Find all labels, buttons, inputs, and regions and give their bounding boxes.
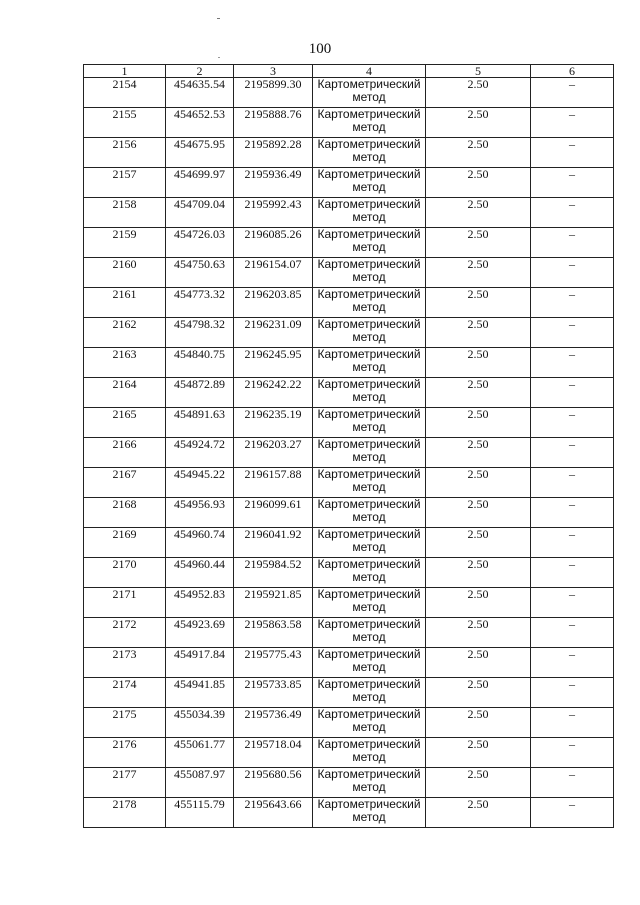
accuracy-cell: 2.50	[426, 588, 531, 618]
table-row	[84, 378, 614, 408]
description-cell: –	[531, 618, 614, 648]
point-number-cell: 2172	[84, 618, 166, 648]
accuracy-cell: 2.50	[426, 318, 531, 348]
accuracy-cell: 2.50	[426, 408, 531, 438]
y-coordinate-cell: 2195733.85	[234, 678, 313, 708]
column-header: 5	[426, 65, 531, 78]
point-number-cell: 2168	[84, 498, 166, 528]
point-number-cell: 2174	[84, 678, 166, 708]
accuracy-cell: 2.50	[426, 558, 531, 588]
y-coordinate-cell: 2196245.95	[234, 348, 313, 378]
description-cell: –	[531, 138, 614, 168]
y-coordinate-cell: 2195863.58	[234, 618, 313, 648]
table-row	[84, 168, 614, 198]
method-cell: Картометрический метод	[313, 468, 426, 498]
y-coordinate-cell: 2196157.88	[234, 468, 313, 498]
x-coordinate-cell: 454945.22	[166, 468, 234, 498]
accuracy-cell: 2.50	[426, 78, 531, 108]
description-cell: –	[531, 378, 614, 408]
table-row	[84, 768, 614, 798]
point-number-cell: 2156	[84, 138, 166, 168]
accuracy-cell: 2.50	[426, 288, 531, 318]
method-cell: Картометрический метод	[313, 558, 426, 588]
method-cell: Картометрический метод	[313, 258, 426, 288]
x-coordinate-cell: 454952.83	[166, 588, 234, 618]
table-row	[84, 348, 614, 378]
description-cell: –	[531, 588, 614, 618]
x-coordinate-cell: 454960.74	[166, 528, 234, 558]
method-cell: Картометрический метод	[313, 618, 426, 648]
description-cell: –	[531, 768, 614, 798]
point-number-cell: 2160	[84, 258, 166, 288]
point-number-cell: 2164	[84, 378, 166, 408]
point-number-cell: 2175	[84, 708, 166, 738]
accuracy-cell: 2.50	[426, 378, 531, 408]
x-coordinate-cell: 454956.93	[166, 498, 234, 528]
table-row	[84, 138, 614, 168]
method-cell: Картометрический метод	[313, 498, 426, 528]
method-cell: Картометрический метод	[313, 408, 426, 438]
method-cell: Картометрический метод	[313, 438, 426, 468]
y-coordinate-cell: 2195736.49	[234, 708, 313, 738]
point-number-cell: 2166	[84, 438, 166, 468]
description-cell: –	[531, 318, 614, 348]
description-cell: –	[531, 198, 614, 228]
x-coordinate-cell: 455087.97	[166, 768, 234, 798]
method-cell: Картометрический метод	[313, 348, 426, 378]
table-row	[84, 438, 614, 468]
column-header: 3	[234, 65, 313, 78]
table-row	[84, 318, 614, 348]
method-cell: Картометрический метод	[313, 198, 426, 228]
accuracy-cell: 2.50	[426, 258, 531, 288]
method-cell: Картометрический метод	[313, 138, 426, 168]
description-cell: –	[531, 288, 614, 318]
scan-mark	[217, 18, 220, 19]
x-coordinate-cell: 455115.79	[166, 798, 234, 828]
accuracy-cell: 2.50	[426, 228, 531, 258]
table-row	[84, 528, 614, 558]
table-row	[84, 408, 614, 438]
header-row	[84, 65, 614, 78]
y-coordinate-cell: 2196242.22	[234, 378, 313, 408]
x-coordinate-cell: 454635.54	[166, 78, 234, 108]
point-number-cell: 2158	[84, 198, 166, 228]
method-cell: Картометрический метод	[313, 108, 426, 138]
accuracy-cell: 2.50	[426, 708, 531, 738]
x-coordinate-cell: 454709.04	[166, 198, 234, 228]
point-number-cell: 2154	[84, 78, 166, 108]
method-cell: Картометрический метод	[313, 648, 426, 678]
accuracy-cell: 2.50	[426, 138, 531, 168]
point-number-cell: 2170	[84, 558, 166, 588]
description-cell: –	[531, 108, 614, 138]
accuracy-cell: 2.50	[426, 468, 531, 498]
x-coordinate-cell: 455061.77	[166, 738, 234, 768]
column-header: 4	[313, 65, 426, 78]
method-cell: Картометрический метод	[313, 678, 426, 708]
y-coordinate-cell: 2195899.30	[234, 78, 313, 108]
y-coordinate-cell: 2196203.85	[234, 288, 313, 318]
accuracy-cell: 2.50	[426, 528, 531, 558]
x-coordinate-cell: 454891.63	[166, 408, 234, 438]
x-coordinate-cell: 454923.69	[166, 618, 234, 648]
x-coordinate-cell: 454699.97	[166, 168, 234, 198]
point-number-cell: 2162	[84, 318, 166, 348]
description-cell: –	[531, 498, 614, 528]
method-cell: Картометрический метод	[313, 318, 426, 348]
y-coordinate-cell: 2195643.66	[234, 798, 313, 828]
description-cell: –	[531, 258, 614, 288]
accuracy-cell: 2.50	[426, 738, 531, 768]
point-number-cell: 2169	[84, 528, 166, 558]
description-cell: –	[531, 408, 614, 438]
y-coordinate-cell: 2196099.61	[234, 498, 313, 528]
table-row	[84, 198, 614, 228]
accuracy-cell: 2.50	[426, 438, 531, 468]
description-cell: –	[531, 468, 614, 498]
column-header: 6	[531, 65, 614, 78]
y-coordinate-cell: 2195888.76	[234, 108, 313, 138]
method-cell: Картометрический метод	[313, 378, 426, 408]
description-cell: –	[531, 78, 614, 108]
column-header: 1	[84, 65, 166, 78]
y-coordinate-cell: 2195992.43	[234, 198, 313, 228]
y-coordinate-cell: 2196231.09	[234, 318, 313, 348]
table-row	[84, 648, 614, 678]
accuracy-cell: 2.50	[426, 498, 531, 528]
y-coordinate-cell: 2196154.07	[234, 258, 313, 288]
method-cell: Картометрический метод	[313, 708, 426, 738]
table-row	[84, 228, 614, 258]
y-coordinate-cell: 2195680.56	[234, 768, 313, 798]
point-number-cell: 2157	[84, 168, 166, 198]
description-cell: –	[531, 678, 614, 708]
accuracy-cell: 2.50	[426, 678, 531, 708]
x-coordinate-cell: 454750.63	[166, 258, 234, 288]
point-number-cell: 2173	[84, 648, 166, 678]
method-cell: Картометрический метод	[313, 228, 426, 258]
table-row	[84, 798, 614, 828]
accuracy-cell: 2.50	[426, 168, 531, 198]
y-coordinate-cell: 2195936.49	[234, 168, 313, 198]
x-coordinate-cell: 454872.89	[166, 378, 234, 408]
table-row	[84, 708, 614, 738]
point-number-cell: 2165	[84, 408, 166, 438]
x-coordinate-cell: 454840.75	[166, 348, 234, 378]
x-coordinate-cell: 454726.03	[166, 228, 234, 258]
method-cell: Картометрический метод	[313, 738, 426, 768]
description-cell: –	[531, 648, 614, 678]
point-number-cell: 2155	[84, 108, 166, 138]
y-coordinate-cell: 2195921.85	[234, 588, 313, 618]
point-number-cell: 2167	[84, 468, 166, 498]
point-number-cell: 2171	[84, 588, 166, 618]
accuracy-cell: 2.50	[426, 768, 531, 798]
method-cell: Картометрический метод	[313, 168, 426, 198]
table-row	[84, 108, 614, 138]
point-number-cell: 2163	[84, 348, 166, 378]
accuracy-cell: 2.50	[426, 618, 531, 648]
table-row	[84, 678, 614, 708]
x-coordinate-cell: 454917.84	[166, 648, 234, 678]
y-coordinate-cell: 2196041.92	[234, 528, 313, 558]
y-coordinate-cell: 2195775.43	[234, 648, 313, 678]
description-cell: –	[531, 348, 614, 378]
method-cell: Картометрический метод	[313, 528, 426, 558]
page-number: 100	[308, 41, 332, 57]
description-cell: –	[531, 528, 614, 558]
table-row	[84, 288, 614, 318]
y-coordinate-cell: 2196235.19	[234, 408, 313, 438]
accuracy-cell: 2.50	[426, 798, 531, 828]
point-number-cell: 2176	[84, 738, 166, 768]
x-coordinate-cell: 454924.72	[166, 438, 234, 468]
coordinates-table	[83, 64, 614, 828]
point-number-cell: 2161	[84, 288, 166, 318]
table-row	[84, 618, 614, 648]
accuracy-cell: 2.50	[426, 348, 531, 378]
x-coordinate-cell: 454960.44	[166, 558, 234, 588]
method-cell: Картометрический метод	[313, 588, 426, 618]
table-row	[84, 258, 614, 288]
description-cell: –	[531, 738, 614, 768]
table-row	[84, 468, 614, 498]
x-coordinate-cell: 454798.32	[166, 318, 234, 348]
method-cell: Картометрический метод	[313, 798, 426, 828]
method-cell: Картометрический метод	[313, 78, 426, 108]
column-header: 2	[166, 65, 234, 78]
point-number-cell: 2159	[84, 228, 166, 258]
method-cell: Картометрический метод	[313, 768, 426, 798]
description-cell: –	[531, 438, 614, 468]
table-row	[84, 498, 614, 528]
description-cell: –	[531, 708, 614, 738]
y-coordinate-cell: 2196203.27	[234, 438, 313, 468]
description-cell: –	[531, 798, 614, 828]
method-cell: Картометрический метод	[313, 288, 426, 318]
x-coordinate-cell: 454941.85	[166, 678, 234, 708]
point-number-cell: 2177	[84, 768, 166, 798]
y-coordinate-cell: 2196085.26	[234, 228, 313, 258]
description-cell: –	[531, 228, 614, 258]
description-cell: –	[531, 558, 614, 588]
y-coordinate-cell: 2195718.04	[234, 738, 313, 768]
point-number-cell: 2178	[84, 798, 166, 828]
x-coordinate-cell: 454675.95	[166, 138, 234, 168]
description-cell: –	[531, 168, 614, 198]
x-coordinate-cell: 454773.32	[166, 288, 234, 318]
table-row	[84, 78, 614, 108]
x-coordinate-cell: 455034.39	[166, 708, 234, 738]
accuracy-cell: 2.50	[426, 108, 531, 138]
table-row	[84, 738, 614, 768]
table-row	[84, 588, 614, 618]
x-coordinate-cell: 454652.53	[166, 108, 234, 138]
y-coordinate-cell: 2195984.52	[234, 558, 313, 588]
table-row	[84, 558, 614, 588]
accuracy-cell: 2.50	[426, 198, 531, 228]
accuracy-cell: 2.50	[426, 648, 531, 678]
y-coordinate-cell: 2195892.28	[234, 138, 313, 168]
